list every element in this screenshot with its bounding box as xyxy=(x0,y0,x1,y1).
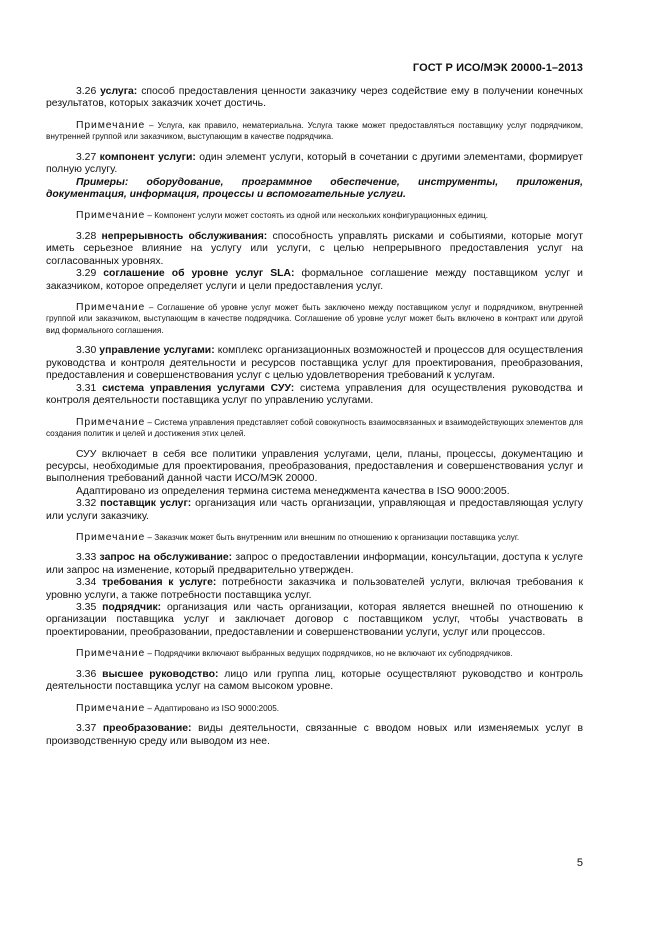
note-text: – Адаптировано из ISO 9000:2005. xyxy=(145,703,280,713)
term-definition xyxy=(46,602,583,639)
note-paragraph xyxy=(46,120,583,143)
term-text: комплекс организационных возможностей и процессов для осуществления руководства и контроля деятельности и ресурсов поставщика услуг для проектирования, преобразования, предоставления и совершенствования услуг с целью удовлетворения требований к услугам. xyxy=(46,345,583,382)
note-paragraph xyxy=(46,417,583,440)
note-label: Примечание xyxy=(76,702,146,714)
term-name: система управления услугами СУУ: xyxy=(102,382,295,394)
term-text: один элемент услуги, который в сочетании с другими элементами, формирует полную услугу. xyxy=(46,151,583,176)
term-text: способность управлять рисками и событиями, которые могут иметь серьезное влияние на услугу или услуги, с целью непрерывного предоставления услуг на согласованных уровнях. xyxy=(46,230,583,267)
body-paragraph xyxy=(46,449,583,486)
body-paragraph xyxy=(46,486,583,498)
term-name: компонент услуги: xyxy=(99,151,196,163)
term-name: высшее руководство: xyxy=(102,668,219,680)
note-paragraph xyxy=(46,210,583,222)
term-name: поставщик услуг: xyxy=(100,498,192,510)
note-label: Примечание xyxy=(76,210,146,222)
term-definition xyxy=(46,669,583,694)
note-text: – Компонент услуги может состоять из одной или нескольких конфигурационных единиц. xyxy=(145,211,488,221)
term-text: Адаптировано из определения термина система менеджмента качества в ISO 9000:2005. xyxy=(76,485,510,497)
term-text: виды деятельности, связанные с вводом новых или изменяемых услуг в производственную среду или выводом из нее. xyxy=(46,723,583,747)
examples-paragraph: Примеры: оборудование, программное обеспечение, инструменты, приложения, документация, информация, процессы и вспомогательные услуги. xyxy=(46,176,583,201)
term-name: управление услугами: xyxy=(99,345,215,357)
term-text: формальное соглашение между поставщиком услуг и заказчиком, которое определяет услуги и цели предоставления услуг. xyxy=(46,268,583,292)
note-label: Примечание xyxy=(76,531,146,543)
term-number: 3.27 xyxy=(76,151,100,163)
term-definition xyxy=(46,498,583,523)
term-text: запрос о предоставлении информации, консультации, доступа к услуге или запрос на изменение, который предварительно утвержден. xyxy=(46,552,583,576)
note-label: Примечание xyxy=(76,648,146,660)
term-definition xyxy=(46,268,583,293)
term-definition xyxy=(46,345,583,382)
note-label: Примечание xyxy=(76,119,146,131)
term-name: требования к услуге: xyxy=(101,577,217,589)
page-number: 5 xyxy=(576,857,583,869)
term-name: услуга: xyxy=(100,86,138,97)
term-text: организация или часть организации, управляющая и предоставляющая услугу или услуги заказчику. xyxy=(46,498,583,522)
term-number: 3.35 xyxy=(76,602,103,614)
note-paragraph xyxy=(46,703,583,715)
note-text: – Подрядчики включают выбранных ведущих подрядчиков, но не включают их субподрядчиков. xyxy=(145,649,513,659)
term-number: 3.29 xyxy=(76,268,104,280)
term-definition xyxy=(46,231,583,268)
term-definition xyxy=(46,86,583,111)
term-text: организация или часть организации, которая является внешней по отношению к организации поставщика услуг и заключает договор с поставщиком услуг, чтобы участвовать в проектировании, преобразовании, предоставлении и совершенствовании услуги, услуг или процессов. xyxy=(46,602,583,638)
term-name: преобразование: xyxy=(102,723,192,735)
term-number: 3.28 xyxy=(76,230,102,242)
note-paragraph xyxy=(46,302,583,337)
term-number: 3.30 xyxy=(76,345,100,357)
note-text: – Услуга, как правило, нематериальна. Услуга также может предоставляться поставщику услуг подрядчиком, внутренней группой или заказчиком, выступающим в качестве подрядчика. xyxy=(46,120,583,142)
term-name: соглашение об уровне услуг SLA: xyxy=(103,268,295,280)
term-number: 3.33 xyxy=(76,552,100,564)
term-definition xyxy=(46,552,583,577)
term-number: 3.32 xyxy=(76,498,101,510)
term-definition xyxy=(46,383,583,408)
note-label: Примечание xyxy=(76,416,146,428)
note-paragraph xyxy=(46,532,583,544)
term-number: 3.26 xyxy=(76,86,101,97)
term-name: запрос на обслуживание: xyxy=(99,552,233,564)
term-text: СУУ включает в себя все политики управления услугами, цели, планы, процессы, документацию и ресурсы, необходимые для проектирования, преобразования, предоставления и совершенствования услуг и выполнения требований данной части ИСО/МЭК 20000. xyxy=(46,448,583,485)
term-number: 3.37 xyxy=(76,723,103,735)
term-number: 3.31 xyxy=(76,382,103,394)
term-text: лицо или группа лиц, которые осуществляют руководство и контроль деятельности поставщика услуг на самом высоком уровне. xyxy=(46,668,583,693)
term-definition xyxy=(46,723,583,748)
term-name: подрядчик: xyxy=(102,602,162,614)
term-name: непрерывность обслуживания: xyxy=(101,230,268,242)
term-number: 3.34 xyxy=(76,577,102,589)
note-paragraph xyxy=(46,648,583,660)
note-text: – Заказчик может быть внутренним или внешним по отношению к организации поставщика услуг. xyxy=(145,532,520,542)
term-definition xyxy=(46,577,583,602)
term-text: потребности заказчика и пользователей услуги, включая требования к уровню услуги, а также потребности поставщика услуг. xyxy=(46,577,583,601)
term-text: способ предоставления ценности заказчику через содействие ему в получении конечных результатов, которых заказчик хочет достичь. xyxy=(46,86,583,110)
document-body xyxy=(46,86,583,748)
term-number: 3.36 xyxy=(76,668,103,680)
note-text: – Система управления представляет собой совокупность взаимосвязанных и взаимодействующих элементов для создания политик и целей и достижения этих целей. xyxy=(46,417,583,438)
note-label: Примечание xyxy=(76,301,146,313)
term-text: система управления для осуществления руководства и контроля деятельности поставщика услуг по управлению услугами. xyxy=(46,382,583,407)
note-text: – Соглашение об уровне услуг может быть заключено между поставщиком услуг и подрядчиком, внутренней группой или заказчиком, выступающим в качестве подрядчика. Соглашение об уровне услуг может быть включено в контракт или другой вид формального соглашения. xyxy=(46,302,583,335)
term-definition xyxy=(46,152,583,177)
page-header: ГОСТ Р ИСО/МЭК 20000-1–2013 xyxy=(412,62,583,74)
